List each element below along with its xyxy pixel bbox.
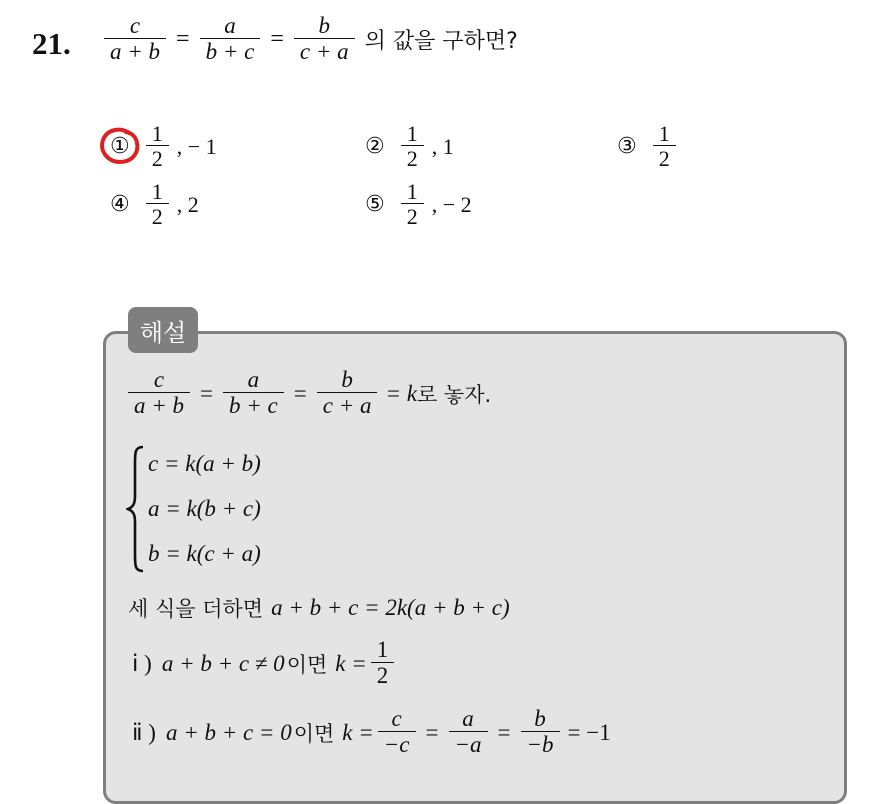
case-text: 이면 [293,721,335,746]
equals-sign: = [425,719,439,745]
sum-equation: a + b + c = 2k(a + b + c) [271,595,510,620]
numerator: a [247,367,260,392]
numerator: b [341,367,353,392]
choice-value: , − 2 [431,191,472,217]
numerator: c [153,367,165,392]
fraction [449,707,488,759]
case-2 [132,707,611,759]
numerator: b [318,13,330,38]
denominator: a + b [128,392,190,419]
denominator: 2 [146,203,169,229]
choice-fraction [653,122,676,171]
denominator: 2 [371,662,395,689]
numerator: 1 [406,121,418,146]
case-1 [132,638,398,690]
denominator: −a [449,731,488,758]
numerator: b [534,706,546,731]
choice-number: ⑤ [365,192,385,218]
numerator: a [462,706,474,731]
solution-line-1 [124,368,491,420]
fraction [128,368,190,420]
fraction [371,638,395,690]
fraction-b-over-c-plus-a [294,14,355,66]
case-text: 이면 [286,652,328,677]
denominator: b + c [200,38,261,65]
system-equation-2: a = k(b + c) [148,496,261,521]
equals-sign: = [176,26,190,53]
case-result: = −1 [567,719,611,745]
denominator: c + a [317,392,378,419]
choice-number: ③ [617,134,637,160]
left-brace-icon [126,444,146,574]
numerator: a [224,13,236,38]
denominator: a + b [104,38,166,65]
choice-value: , 2 [176,191,199,217]
case-condition: a + b + c = 0 [165,719,292,745]
choice-4[interactable] [110,180,199,229]
equals-sign: = [293,380,307,406]
case-label: ⅰ ) [132,650,152,676]
case-condition: a + b + c ≠ 0 [161,650,285,676]
case-label: ⅱ ) [132,719,156,745]
choice-fraction [401,122,424,171]
choice-fraction [146,122,169,171]
denominator: b + c [223,392,284,419]
choice-number: ④ [110,192,130,218]
fraction [317,368,378,420]
denominator: 2 [653,145,676,171]
solution-tag: 해설 [128,307,198,353]
choice-value: , − 1 [176,133,217,159]
case-lhs: k = [342,719,374,745]
choice-fraction [401,180,424,229]
fraction-a-over-b-plus-c [200,14,261,66]
sum-text: 세 식을 더하면 [128,597,264,621]
numerator: 1 [406,179,418,204]
numerator: 1 [151,179,163,204]
choice-number: ② [365,134,385,160]
choice-number: ① [110,134,130,160]
k-expression: = k [385,380,417,406]
numerator: 1 [151,121,163,146]
case-lhs: k = [335,650,367,676]
equals-sign: = [497,719,511,745]
choice-5[interactable] [365,180,472,229]
choice-3[interactable] [617,122,684,171]
line-text: 로 놓자. [416,382,492,407]
denominator: −c [378,731,416,758]
question-text: 의 값을 구하면? [364,29,518,55]
answer-circle-mark [99,126,141,166]
fraction-c-over-a-plus-b [104,14,166,66]
denominator: 2 [401,203,424,229]
solution-sum-line [128,593,510,623]
fraction [521,707,560,759]
denominator: c + a [294,38,355,65]
numerator: c [391,706,402,731]
numerator: 1 [658,121,670,146]
choice-value: , 1 [431,133,454,159]
problem-statement [100,14,518,66]
problem-number: 21. [32,26,71,61]
choice-fraction [146,180,169,229]
choice-2[interactable] [365,122,454,171]
system-equation-3: b = k(c + a) [148,541,261,566]
numerator: 1 [376,637,389,662]
numerator: c [129,13,141,38]
equals-sign: = [200,380,214,406]
equals-sign: = [270,26,284,53]
denominator: −b [521,731,560,758]
fraction [378,707,416,759]
fraction [223,368,284,420]
denominator: 2 [401,145,424,171]
system-equation-1: c = k(a + b) [148,451,261,476]
denominator: 2 [146,145,169,171]
